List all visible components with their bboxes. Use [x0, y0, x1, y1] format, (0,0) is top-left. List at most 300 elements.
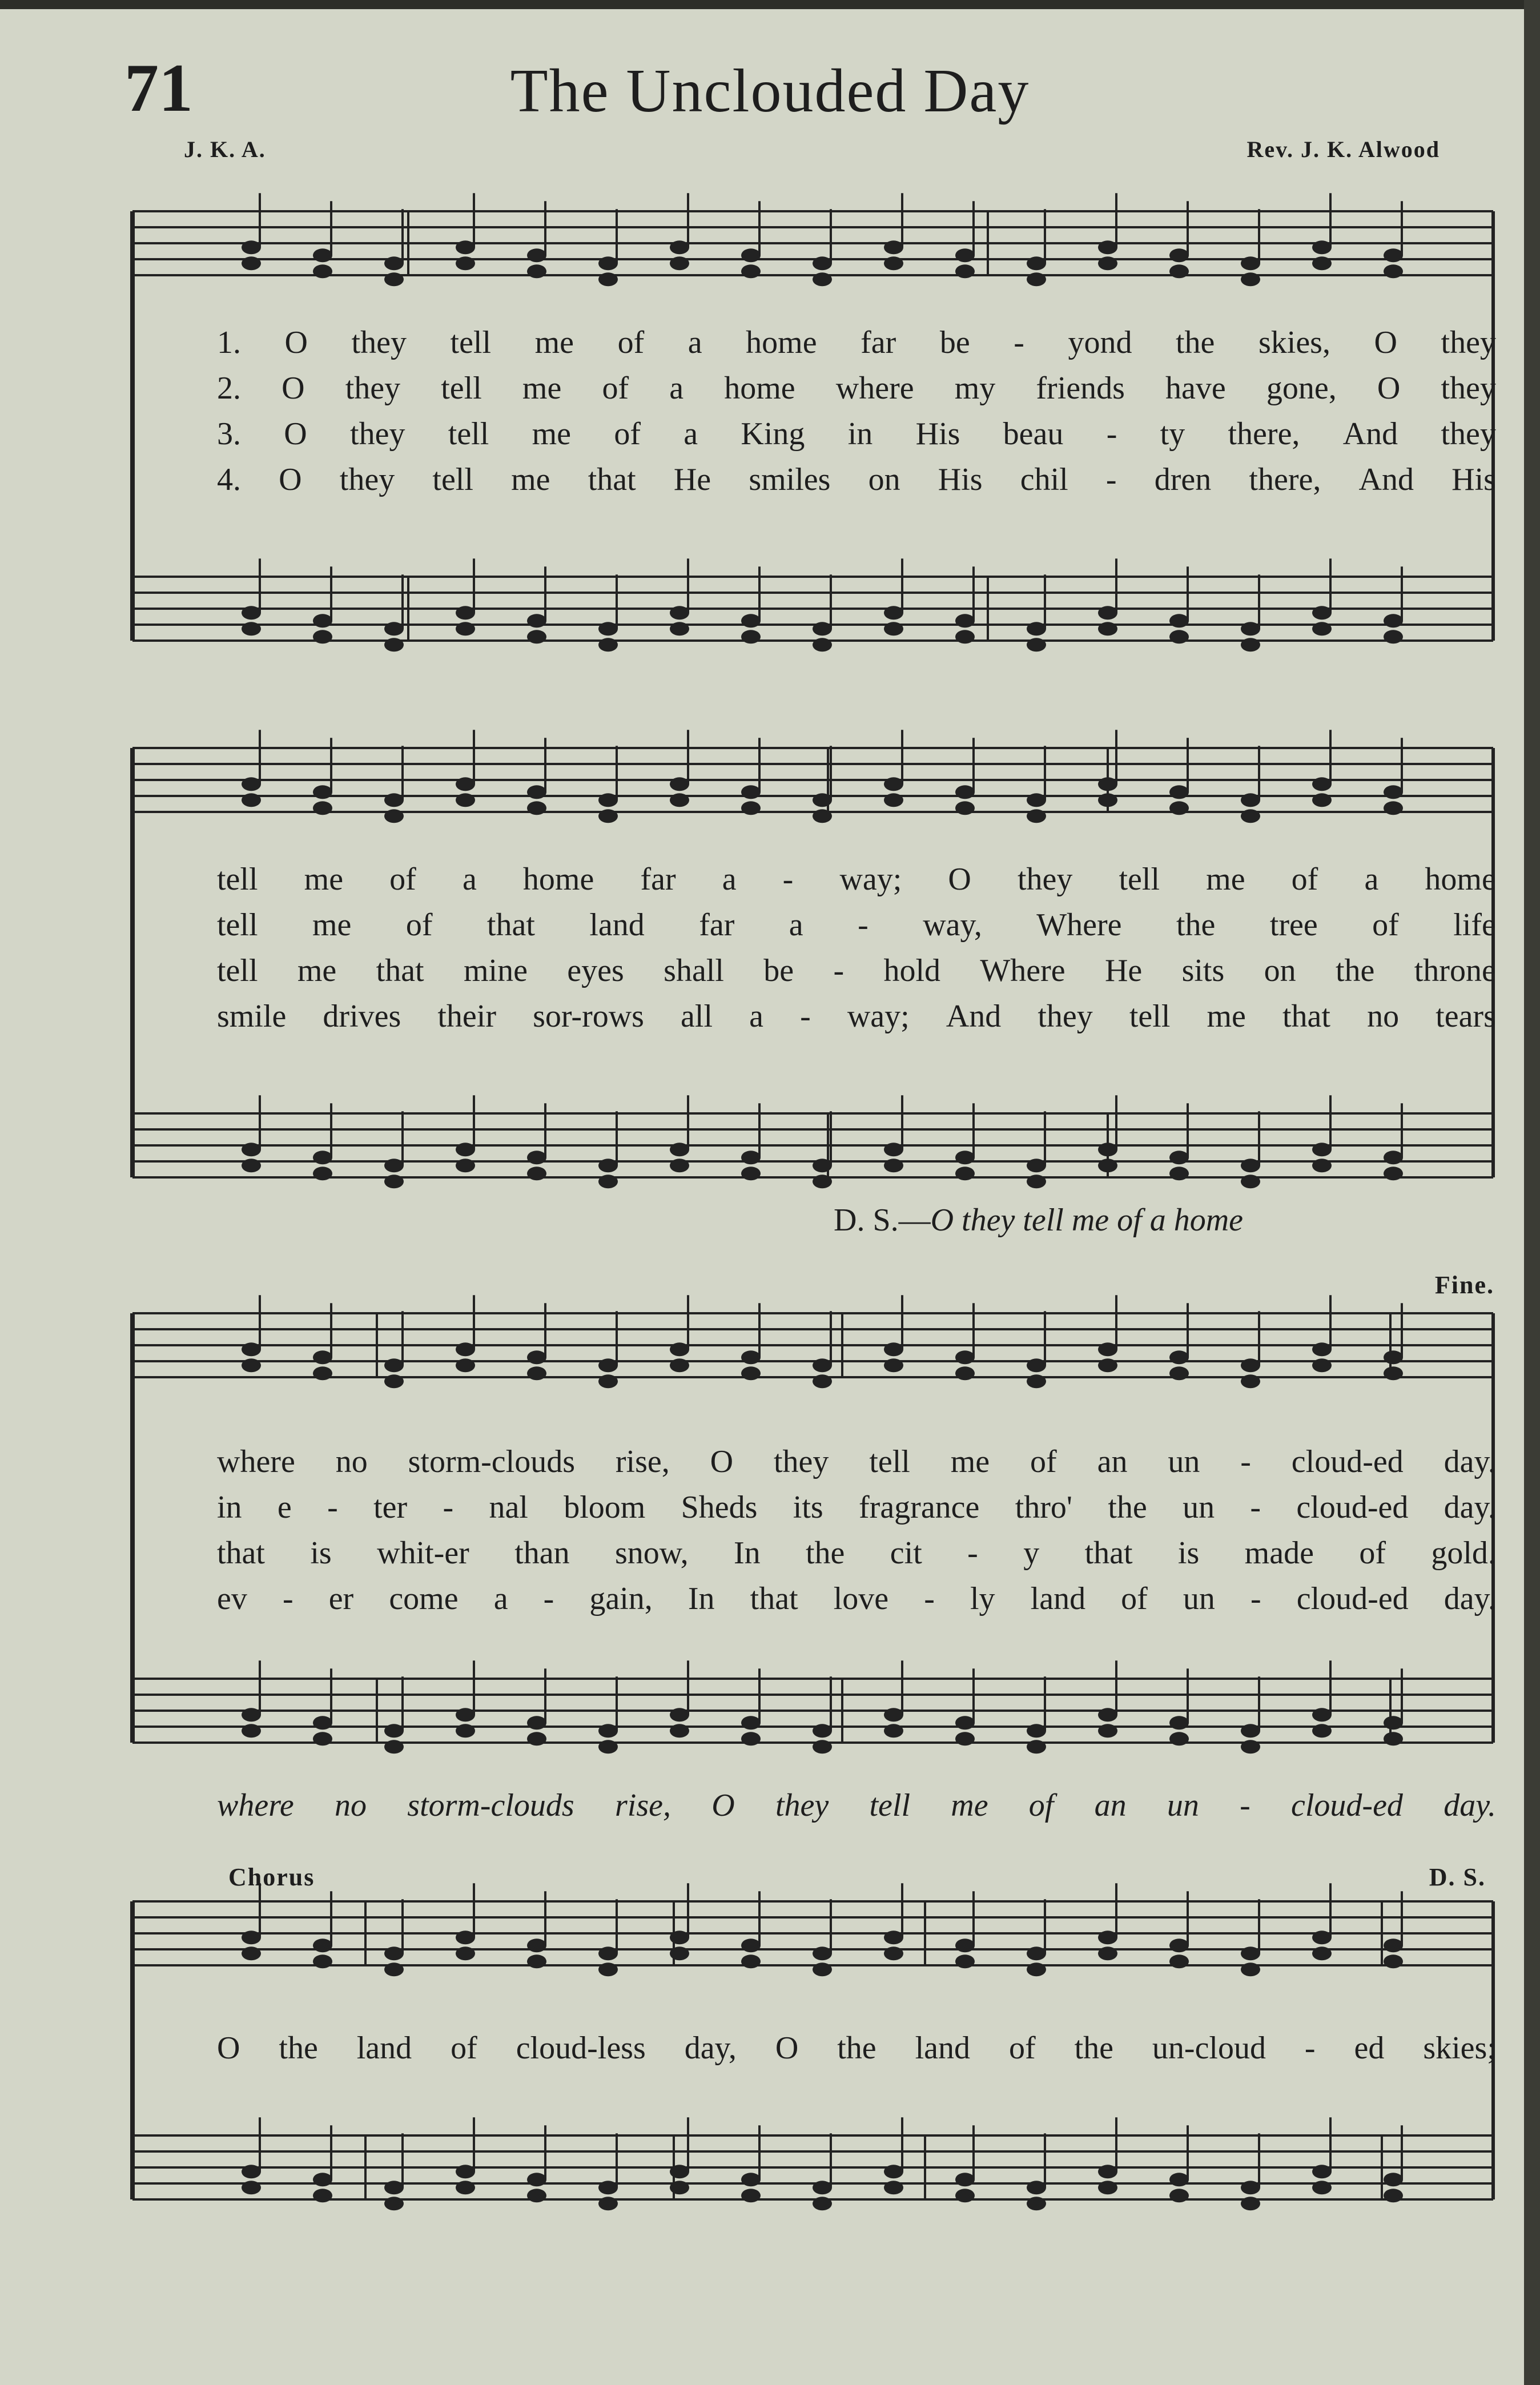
- lyric-word: on: [868, 462, 900, 497]
- note-head: [1241, 1740, 1260, 1753]
- note-head: [242, 256, 261, 270]
- music-credit: Rev. J. K. Alwood: [1247, 136, 1440, 162]
- note-head: [670, 1342, 689, 1356]
- note-head: [741, 1938, 761, 1952]
- note-head: [384, 638, 404, 651]
- lyric-word: cloud-ed: [1296, 1581, 1409, 1616]
- note-head: [313, 630, 332, 643]
- note-head: [1241, 1159, 1260, 1172]
- note-head: [598, 1724, 618, 1738]
- note-head: [242, 1724, 261, 1738]
- note-head: [813, 1374, 832, 1388]
- verse-1-line-2: [217, 861, 1496, 898]
- lyric-word: cloud-less: [516, 2030, 646, 2066]
- lyric-word: tell: [869, 1444, 910, 1479]
- note-head: [884, 1143, 903, 1156]
- chorus-lyric-line: [217, 2030, 1496, 2066]
- lyric-word: of: [1372, 907, 1399, 943]
- note-head: [955, 614, 975, 628]
- note-head: [741, 1167, 761, 1180]
- note-head: [456, 1708, 475, 1722]
- lyric-word: of: [1028, 1788, 1054, 1823]
- lyric-word: of: [451, 2030, 477, 2066]
- note-head: [456, 1342, 475, 1356]
- note-head: [527, 785, 546, 799]
- note-head: [1312, 606, 1332, 620]
- note-head: [313, 1732, 332, 1745]
- note-head: [1312, 1143, 1332, 1156]
- note-head: [670, 2165, 689, 2178]
- note-head: [1312, 1724, 1332, 1738]
- note-head: [741, 614, 761, 628]
- lyric-word: of: [614, 416, 641, 452]
- note-head: [527, 248, 546, 262]
- note-head: [955, 1167, 975, 1180]
- note-head: [527, 1167, 546, 1180]
- lyric-word: no: [335, 1788, 367, 1823]
- note-head: [955, 1350, 975, 1364]
- note-head: [884, 2165, 903, 2178]
- lyric-word: -: [782, 862, 794, 897]
- note-head: [741, 264, 761, 278]
- verse-2-line-2: [217, 907, 1496, 943]
- lyric-word: the: [1176, 907, 1216, 943]
- lyric-word: O: [279, 462, 302, 497]
- lyric-word: be: [763, 953, 794, 988]
- lyric-word: tears: [1436, 999, 1496, 1034]
- ds-mark: D. S.: [1429, 1863, 1486, 1891]
- note-head: [598, 638, 618, 651]
- lyric-word: land: [356, 2030, 412, 2066]
- lyric-word: He: [1104, 953, 1143, 988]
- note-head: [955, 2173, 975, 2186]
- note-head: [1169, 1938, 1189, 1952]
- lyric-word: skies,: [1258, 325, 1330, 360]
- lyric-word: me: [1207, 999, 1246, 1034]
- note-head: [598, 256, 618, 270]
- note-head: [1312, 1930, 1332, 1944]
- lyric-word: there,: [1249, 462, 1321, 497]
- note-head: [813, 2181, 832, 2194]
- note-head: [813, 256, 832, 270]
- note-head: [1169, 2173, 1189, 2186]
- lyric-word: the: [1108, 1490, 1147, 1525]
- note-head: [242, 1342, 261, 1356]
- note-head: [1098, 793, 1117, 807]
- note-head: [242, 2181, 261, 2194]
- note-head: [384, 1946, 404, 1960]
- lyric-word: tell: [217, 907, 258, 943]
- note-head: [1312, 1159, 1332, 1172]
- lyric-word: home: [746, 325, 817, 360]
- note-head: [884, 793, 903, 807]
- note-head: [1241, 793, 1260, 807]
- note-head: [598, 1159, 618, 1172]
- lyric-word: And: [946, 999, 1002, 1034]
- note-head: [813, 1740, 832, 1753]
- ds-label: D. S.—: [834, 1202, 931, 1238]
- lyric-word: is: [1177, 1535, 1200, 1571]
- note-head: [1027, 809, 1046, 823]
- note-head: [527, 801, 546, 815]
- note-head: [884, 240, 903, 254]
- lyric-word: er: [328, 1581, 354, 1616]
- note-head: [527, 1350, 546, 1364]
- lyric-word: un: [1168, 1444, 1200, 1479]
- note-head: [1027, 638, 1046, 651]
- note-head: [813, 1946, 832, 1960]
- lyric-word: love: [833, 1581, 889, 1616]
- note-head: [1027, 1962, 1046, 1976]
- lyric-word: tree: [1269, 907, 1318, 943]
- lyric-word: me: [304, 862, 344, 897]
- note-head: [384, 2197, 404, 2210]
- note-head: [456, 622, 475, 636]
- verse-3-line-3: [217, 1535, 1496, 1571]
- note-head: [813, 1724, 832, 1738]
- note-head: [598, 272, 618, 286]
- note-head: [1098, 777, 1117, 791]
- note-head: [313, 2173, 332, 2186]
- note-head: [1312, 2181, 1332, 2194]
- lyric-word: cit: [890, 1535, 922, 1571]
- note-head: [242, 1930, 261, 1944]
- lyric-word: O: [217, 2030, 240, 2066]
- note-head: [741, 248, 761, 262]
- lyric-word: a: [1364, 862, 1379, 897]
- note-head: [313, 1167, 332, 1180]
- note-head: [242, 1708, 261, 1722]
- note-head: [741, 785, 761, 799]
- lyric-word: day.: [1444, 1581, 1496, 1616]
- note-head: [598, 2197, 618, 2210]
- verse-1-line-1: [217, 324, 1496, 361]
- lyric-word: mine: [463, 953, 528, 988]
- note-head: [456, 2181, 475, 2194]
- note-head: [313, 785, 332, 799]
- note-head: [456, 1159, 475, 1172]
- lyric-word: tell: [1119, 862, 1160, 897]
- note-head: [813, 793, 832, 807]
- lyric-word: me: [297, 953, 337, 988]
- lyric-word: there,: [1228, 416, 1300, 452]
- lyric-word: O: [711, 1788, 735, 1823]
- lyric-word: that: [376, 953, 424, 988]
- lyric-word: 2.: [217, 371, 241, 406]
- note-head: [384, 1962, 404, 1976]
- lyric-word: O: [282, 371, 305, 406]
- lyric-word: a: [687, 325, 702, 360]
- lyric-word: tell: [1129, 999, 1171, 1034]
- lyric-word: snow,: [614, 1535, 689, 1571]
- note-head: [955, 801, 975, 815]
- note-head: [670, 1358, 689, 1372]
- note-head: [1241, 1962, 1260, 1976]
- lyric-word: 4.: [217, 462, 241, 497]
- lyric-word: His: [1451, 462, 1496, 497]
- note-head: [1241, 272, 1260, 286]
- lyric-word: they: [351, 325, 407, 360]
- note-head: [456, 1930, 475, 1944]
- note-head: [955, 630, 975, 643]
- lyric-word: cloud-ed: [1291, 1788, 1403, 1823]
- lyric-word: sits: [1181, 953, 1225, 988]
- lyric-word: -: [543, 1581, 554, 1616]
- note-head: [242, 606, 261, 620]
- lyric-word: than: [514, 1535, 570, 1571]
- lyric-word: of: [1008, 2030, 1036, 2066]
- note-head: [242, 1358, 261, 1372]
- note-head: [670, 240, 689, 254]
- note-head: [955, 2189, 975, 2202]
- lyric-word: of: [617, 325, 645, 360]
- lyric-word: is: [310, 1535, 332, 1571]
- lyric-word: He: [673, 462, 711, 497]
- note-head: [884, 2181, 903, 2194]
- note-head: [813, 638, 832, 651]
- lyric-word: home: [522, 862, 594, 897]
- verse-4-line-3: [217, 1580, 1496, 1617]
- note-head: [1384, 2189, 1403, 2202]
- lyric-word: me: [312, 907, 352, 943]
- note-head: [884, 1946, 903, 1960]
- lyric-word: bloom: [564, 1490, 646, 1525]
- note-head: [1098, 1724, 1117, 1738]
- note-head: [598, 809, 618, 823]
- lyric-word: O: [775, 2030, 799, 2066]
- lyric-word: a: [669, 371, 684, 406]
- note-head: [1027, 1358, 1046, 1372]
- lyric-word: me: [951, 1788, 988, 1823]
- note-head: [1098, 1358, 1117, 1372]
- note-head: [670, 1930, 689, 1944]
- lyric-word: throne: [1414, 953, 1496, 988]
- note-head: [456, 2165, 475, 2178]
- lyric-word: where: [217, 1788, 294, 1823]
- note-head: [813, 2197, 832, 2210]
- note-head: [670, 1724, 689, 1738]
- note-head: [1027, 2197, 1046, 2210]
- lyric-word: that: [1282, 999, 1330, 1034]
- note-head: [813, 622, 832, 636]
- note-head: [670, 1946, 689, 1960]
- note-head: [1098, 2181, 1117, 2194]
- note-head: [741, 1350, 761, 1364]
- note-head: [384, 793, 404, 807]
- lyric-word: tell: [450, 325, 492, 360]
- note-head: [1098, 1342, 1117, 1356]
- note-head: [456, 1358, 475, 1372]
- note-head: [1098, 606, 1117, 620]
- lyric-word: they: [345, 371, 401, 406]
- lyric-word: O: [948, 862, 971, 897]
- lyric-word: King: [741, 416, 805, 452]
- note-head: [456, 1143, 475, 1156]
- note-head: [313, 264, 332, 278]
- lyric-word: in: [217, 1490, 242, 1525]
- lyric-word: And: [1342, 416, 1398, 452]
- note-head: [1312, 793, 1332, 807]
- lyric-word: In: [733, 1535, 761, 1571]
- lyric-word: eyes: [567, 953, 624, 988]
- note-head: [1027, 1740, 1046, 1753]
- lyric-word: -: [443, 1490, 454, 1525]
- lyric-word: an: [1097, 1444, 1128, 1479]
- lyric-word: O: [1377, 371, 1401, 406]
- lyric-word: they: [339, 462, 395, 497]
- lyric-word: -: [1240, 1788, 1251, 1823]
- note-head: [598, 1175, 618, 1188]
- lyric-word: me: [522, 371, 562, 406]
- lyric-word: land: [915, 2030, 971, 2066]
- lyric-word: drives: [323, 999, 401, 1034]
- note-head: [527, 1151, 546, 1164]
- note-head: [670, 1143, 689, 1156]
- lyric-word: smile: [217, 999, 287, 1034]
- note-head: [242, 1159, 261, 1172]
- lyric-word: a: [462, 862, 477, 897]
- lyric-word: life: [1453, 907, 1496, 943]
- note-head: [1169, 1732, 1189, 1745]
- lyric-word: ev: [217, 1581, 247, 1616]
- note-head: [384, 1159, 404, 1172]
- lyric-word: way;: [839, 862, 902, 897]
- note-head: [527, 2189, 546, 2202]
- note-head: [456, 1946, 475, 1960]
- note-head: [1384, 1366, 1403, 1380]
- note-head: [1098, 1930, 1117, 1944]
- note-head: [670, 793, 689, 807]
- note-head: [670, 2181, 689, 2194]
- lyric-word: His: [915, 416, 960, 452]
- lyric-word: they: [1441, 416, 1496, 452]
- note-head: [670, 1159, 689, 1172]
- lyric-word: -: [282, 1581, 293, 1616]
- note-head: [1241, 1175, 1260, 1188]
- note-head: [1098, 1159, 1117, 1172]
- lyric-word: tell: [217, 953, 258, 988]
- note-head: [242, 622, 261, 636]
- lyric-word: way,: [923, 907, 982, 943]
- lyric-word: y: [1023, 1535, 1040, 1571]
- lyric-word: where: [217, 1444, 295, 1479]
- note-head: [1384, 1732, 1403, 1745]
- note-head: [1241, 1374, 1260, 1388]
- verse-2-line-1: [217, 370, 1496, 407]
- note-head: [741, 1151, 761, 1164]
- lyric-word: storm-clouds: [407, 1788, 574, 1823]
- note-head: [1241, 2197, 1260, 2210]
- ds-text: O they tell me of a home: [930, 1202, 1243, 1238]
- note-head: [741, 2189, 761, 2202]
- note-head: [955, 1366, 975, 1380]
- note-head: [955, 1151, 975, 1164]
- note-head: [527, 1716, 546, 1730]
- lyric-word: -: [924, 1581, 935, 1616]
- note-head: [1027, 256, 1046, 270]
- lyric-word: no: [335, 1444, 368, 1479]
- lyric-word: they: [775, 1788, 829, 1823]
- lyric-word: made: [1244, 1535, 1314, 1571]
- note-head: [670, 777, 689, 791]
- lyric-word: me: [950, 1444, 990, 1479]
- note-head: [313, 1366, 332, 1380]
- lyric-word: smiles: [749, 462, 831, 497]
- lyric-word: -: [833, 953, 845, 988]
- note-head: [598, 793, 618, 807]
- note-head: [955, 1732, 975, 1745]
- lyric-word: a: [749, 999, 763, 1034]
- repeat-lyric-line: [217, 1787, 1496, 1824]
- note-head: [884, 777, 903, 791]
- lyric-word: O: [284, 416, 307, 452]
- note-head: [741, 1732, 761, 1745]
- note-head: [1312, 1708, 1332, 1722]
- lyric-word: all: [681, 999, 713, 1034]
- lyric-word: ty: [1160, 416, 1185, 452]
- note-head: [1027, 1159, 1046, 1172]
- note-head: [1027, 1724, 1046, 1738]
- lyric-word: -: [967, 1535, 978, 1571]
- lyric-word: O: [1374, 325, 1397, 360]
- lyric-word: a: [683, 416, 698, 452]
- ds-lyric-line: [834, 1202, 1243, 1238]
- note-head: [741, 1716, 761, 1730]
- note-head: [1312, 1358, 1332, 1372]
- note-head: [598, 622, 618, 636]
- lyric-word: -: [1250, 1490, 1261, 1525]
- note-head: [313, 1350, 332, 1364]
- note-head: [1312, 1342, 1332, 1356]
- note-head: [598, 1946, 618, 1960]
- lyric-word: un-cloud: [1152, 2030, 1266, 2066]
- note-head: [242, 240, 261, 254]
- lyric-word: they: [350, 416, 405, 452]
- lyric-word: on: [1264, 953, 1296, 988]
- note-head: [1098, 256, 1117, 270]
- lyric-word: an: [1094, 1788, 1127, 1823]
- note-head: [741, 801, 761, 815]
- note-head: [1098, 2165, 1117, 2178]
- lyric-word: their: [437, 999, 496, 1034]
- note-head: [1384, 1167, 1403, 1180]
- note-head: [1169, 1151, 1189, 1164]
- note-head: [884, 1342, 903, 1356]
- lyric-word: far: [640, 862, 676, 897]
- note-head: [1169, 630, 1189, 643]
- note-head: [813, 809, 832, 823]
- lyric-word: shall: [664, 953, 724, 988]
- lyric-word: come: [389, 1581, 459, 1616]
- note-head: [1384, 264, 1403, 278]
- lyric-word: the: [1335, 953, 1375, 988]
- note-head: [884, 256, 903, 270]
- note-head: [1384, 785, 1403, 799]
- verse-4-line-1: [217, 461, 1496, 498]
- lyric-word: that: [1084, 1535, 1133, 1571]
- note-head: [1169, 264, 1189, 278]
- note-head: [1169, 2189, 1189, 2202]
- note-head: [955, 785, 975, 799]
- verse-3-line-1: [217, 416, 1496, 452]
- note-head: [527, 614, 546, 628]
- note-head: [1241, 1358, 1260, 1372]
- note-head: [1027, 793, 1046, 807]
- lyric-word: me: [1206, 862, 1245, 897]
- lyric-word: cloud-ed: [1291, 1444, 1404, 1479]
- lyric-word: day.: [1444, 1444, 1496, 1479]
- lyric-word: chil: [1020, 462, 1068, 497]
